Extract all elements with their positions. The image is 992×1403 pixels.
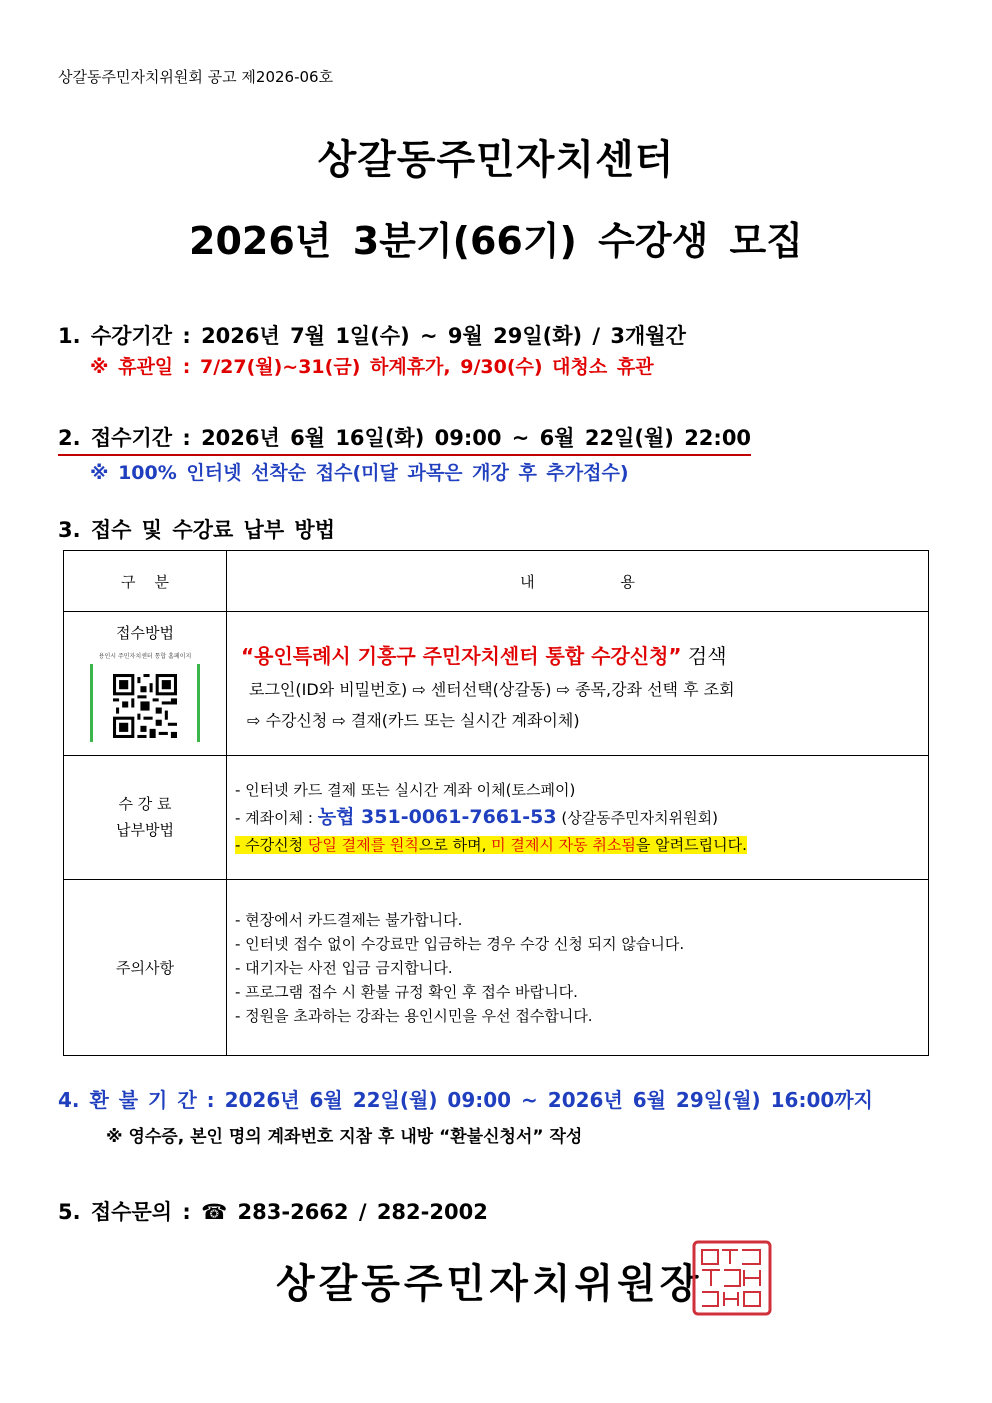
section2-heading: 2. 접수기간 : 2026년 6월 16일(화) 09:00 ~ 6월 22일(월) 22:00 — [58, 422, 751, 456]
row1-label: 접수방법 — [116, 624, 174, 642]
account-prefix: - 계좌이체 : — [235, 809, 318, 828]
section4-heading: 4. 환 불 기 간 : 2026년 6월 22일(월) 09:00 ~ 2026년 6월 29일(월) 16:00까지 — [58, 1088, 873, 1112]
payment-note-highlight — [235, 836, 747, 854]
payment-note-c: 으로 하며, — [418, 835, 492, 854]
section1-heading: 1. 수강기간 : 2026년 7월 1일(수) ~ 9월 29일(화) / 3개월간 — [58, 324, 686, 348]
row1-content-cell — [227, 612, 929, 756]
payment-line-1: - 인터넷 카드 결제 또는 실시간 계좌 이체(토스페이) — [235, 781, 576, 800]
qr-caption: 용인시 주민자치센터 통합 홈페이지 — [98, 653, 192, 660]
row2-label-cell — [64, 756, 227, 880]
payment-line-2 — [235, 802, 920, 832]
notice-number: 상갈동주민자치위원회 공고 제2026-06호 — [58, 68, 334, 86]
row3-content-cell — [227, 880, 929, 1056]
section5-heading: 5. 접수문의 : ☎ 283-2662 / 282-2002 — [58, 1200, 488, 1224]
row-label-cell — [64, 612, 227, 756]
qr-frame — [90, 664, 200, 742]
search-instruction — [241, 640, 920, 669]
payment-note-e: 을 알려드립니다. — [635, 835, 747, 854]
row2-content-cell — [227, 756, 929, 880]
row3-label-cell: 주의사항 — [64, 880, 227, 1056]
table-row — [64, 612, 929, 756]
table-header-row — [64, 551, 929, 612]
caution-item: - 프로그램 접수 시 환불 규정 확인 후 접수 바랍니다. — [235, 982, 578, 1001]
qr-code-icon[interactable] — [113, 674, 177, 738]
search-keyword: “용인특례시 기흥구 주민자치센터 통합 수강신청” — [241, 644, 682, 668]
payment-note-d: 미 결제시 자동 취소됨 — [491, 835, 636, 854]
section4-note: ※ 영수증, 본인 명의 계좌번호 지참 후 내방 “환불신청서” 작성 — [106, 1127, 583, 1147]
table-header-category: 구 분 — [64, 551, 227, 612]
signature: 상갈동주민자치위원장 — [276, 1261, 703, 1307]
section1-note: ※ 휴관일 : 7/27(월)~31(금) 하계휴가, 9/30(수) 대청소 휴관 — [90, 356, 654, 378]
table-row — [64, 880, 929, 1056]
table-header-content: 내 용 — [227, 551, 929, 612]
bank-account: 농협 351-0061-7661-53 — [317, 806, 557, 829]
payment-note-a: - 수강신청 — [235, 835, 308, 854]
account-holder: (상갈동주민자치위원회) — [556, 809, 718, 828]
caution-item: - 현장에서 카드결제는 불가합니다. — [235, 910, 463, 929]
step-line-2: ⇨ 수강신청 ⇨ 결재(카드 또는 실시간 계좌이체) — [247, 711, 580, 730]
table-row — [64, 756, 929, 880]
title-line2: 2026년 3분기(66기) 수강생 모집 — [189, 219, 803, 263]
caution-item: - 인터넷 접수 없이 수강료만 입금하는 경우 수강 신청 되지 않습니다. — [235, 934, 685, 953]
caution-item: - 정원을 초과하는 강좌는 용인시민을 우선 접수합니다. — [235, 1006, 593, 1025]
payment-method-table — [63, 550, 929, 1056]
payment-line-3 — [235, 833, 920, 857]
search-suffix: 검색 — [681, 644, 727, 668]
official-seal-icon — [692, 1240, 772, 1316]
caution-item: - 대기자는 사전 입금 금지합니다. — [235, 958, 453, 977]
step-line-1: 로그인(ID와 비밀번호) ⇨ 센터선택(상갈동) ⇨ 종목,강좌 선택 후 조회 — [249, 680, 735, 699]
row2-label-line2: 납부방법 — [116, 820, 174, 839]
section3-heading: 3. 접수 및 수강료 납부 방법 — [58, 518, 336, 542]
title-line1: 상갈동주민자치센터 — [317, 137, 675, 183]
payment-note-b: 당일 결제를 원칙 — [307, 835, 419, 854]
section2-note: ※ 100% 인터넷 선착순 접수(미달 과목은 개강 후 추가접수) — [90, 462, 629, 484]
row2-label-line1: 수 강 료 — [118, 795, 172, 813]
